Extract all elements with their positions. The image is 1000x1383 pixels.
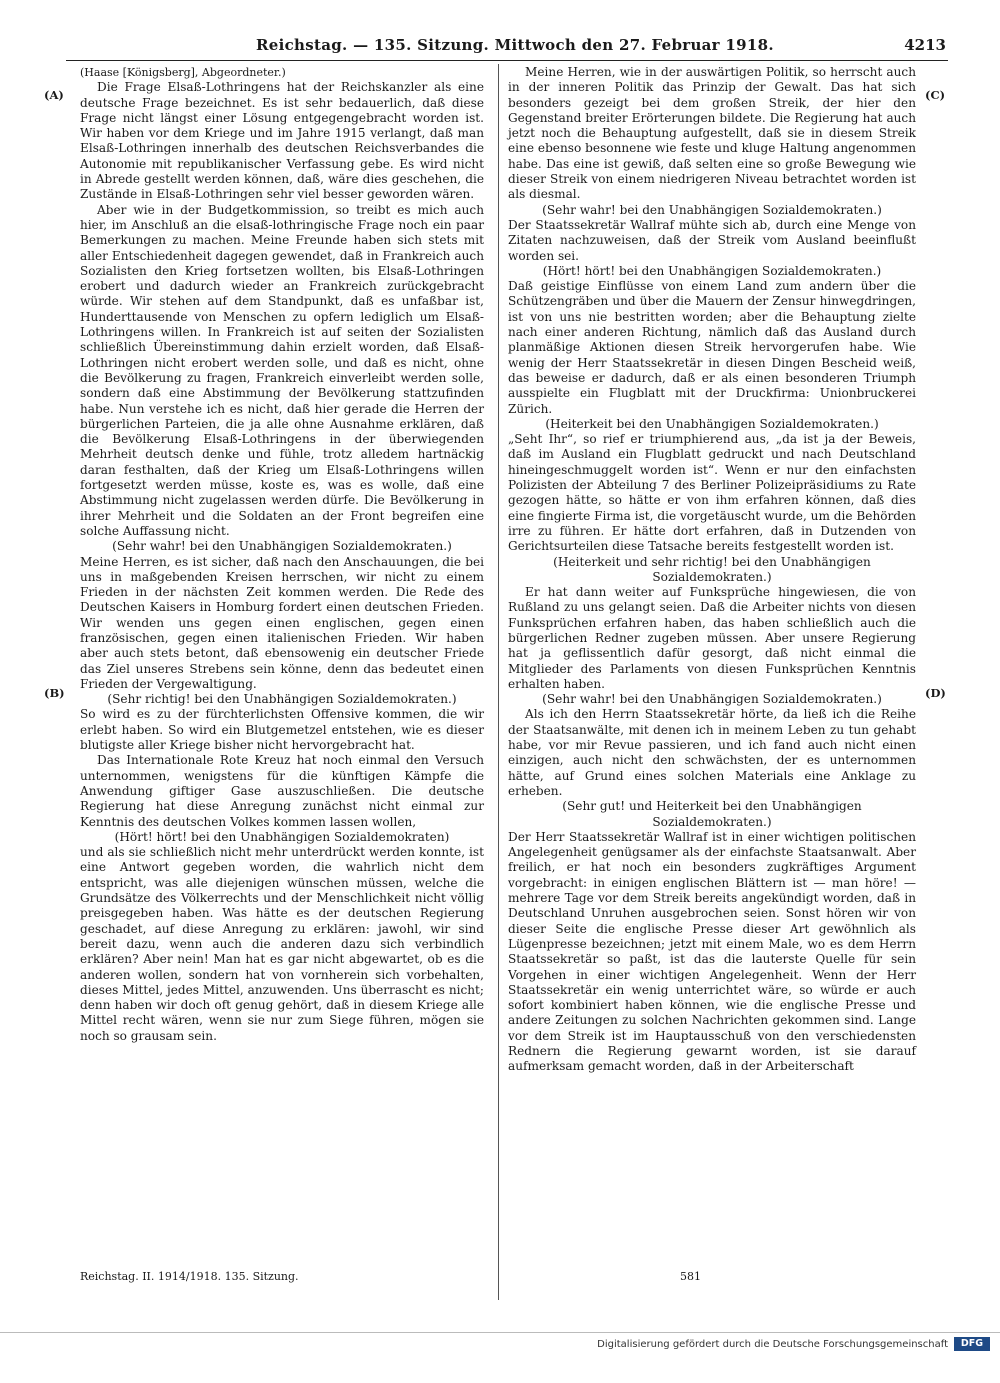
paragraph: Als ich den Herrn Staatssekretär hörte, da ließ ich die Reihe der Staatsanwälte, mit denen ich in meinem Leben zu tun gehabt habe, vor mir Revue passieren, und ich fand auch nicht einen einzigen, auch nicht den schwächsten, der es unternommen hätte, auf Grund eines solchen Materials eine Anklage zu erheben. (508, 707, 916, 798)
header-rule (66, 60, 948, 61)
audience-reaction: (Heiterkeit und sehr richtig! bei den Unabhängigen Sozialdemokraten.) (553, 554, 871, 584)
paragraph: Das Internationale Rote Kreuz hat noch einmal den Versuch unternommen, wenigstens für die künftigen Kämpfe die Anwendung giftiger Gase auszuschließen. Die deutsche Regierung hat diese Anregung zunächst nicht einmal zur Kenntnis des deutschen Volkes kommen lassen wollen, (80, 753, 484, 829)
audience-reaction: (Sehr wahr! bei den Unabhängigen Sozialdemokraten.) (542, 692, 882, 707)
bottom-rule (0, 1332, 1000, 1333)
audience-reaction: (Heiterkeit bei den Unabhängigen Sozialdemokraten.) (545, 416, 879, 431)
margin-marker-c: (C) (925, 88, 946, 102)
right-column (508, 65, 916, 1075)
speaker-attribution: (Haase [Königsberg], Abgeordneter.) (80, 66, 286, 79)
margin-marker-a: (A) (44, 88, 64, 102)
paragraph: Daß geistige Einflüsse von einem Land zum andern über die Schützengräben und über die Mauern der Zensur hinwegdringen, ist von uns nie bestritten worden; aber die Behauptung zielte nach einer anderen Richtung, nämlich daß das Ausland durch planmäßige Aktionen diesen Streik hervorgerufen habe. Wie wenig der Herr Staatssekretär in diesen Dingen Bescheid weiß, das beweise er dadurch, daß er als einen besonderen Triumph ausspielte ein Flugblatt mit der Druckfirma: Unionbruckerei Zürich. (508, 279, 916, 416)
audience-reaction: (Sehr wahr! bei den Unabhängigen Sozialdemokraten.) (542, 202, 882, 217)
page-number: 4213 (904, 36, 946, 54)
running-header (66, 34, 946, 58)
paragraph: Der Staatssekretär Wallraf mühte sich ab, durch eine Menge von Zitaten nachzuweisen, daß der Streik vom Ausland beeinflußt worden sei. (508, 217, 916, 263)
column-rule (498, 64, 499, 1300)
paragraph: Meine Herren, wie in der auswärtigen Politik, so herrscht auch in der inneren Politik das Prinzip der Gewalt. Das hat sich besonders gezeigt bei dem großen Streik, der hier den Gegenstand breiter Erörterungen bildete. Die Regierung hat auch jetzt noch die Behauptung aufgestellt, daß sie in diesem Streik eine ebenso besonnene wie feste und kluge Haltung angenommen habe. Das eine ist gewiß, daß selten eine so große Bewegung wie dieser Streik von einem niedrigeren Niveau betrachtet worden ist als diesmal. (508, 65, 916, 202)
paragraph: Der Herr Staatssekretär Wallraf ist in einer wichtigen politischen Angelegenheit genügsamer als der einfachste Staatsanwalt. Aber freilich, er hat noch ein besonders zugkräftiges Argument vorgebracht: in einigen englischen Blättern ist — man höre! — mehrere Tage vor dem Streik bereits angekündigt worden, daß in Deutschland Unruhen ausgebrochen seien. Sonst hören wir von dieser Seite die englische Presse dieser Art gewöhnlich als Lügenpresse bezeichnen; jetzt mit einem Male, wo es dem Herrn Staatssekretär so paßt, ist das die lauterste Quelle für sein Vorgehen in einer wichtigen Angelegenheit. Wenn der Herr Staatssekretär ein wenig unterrichtet wäre, so würde er auch sofort kombiniert haben können, wie die englische Presse und andere Zeitungen zu solchen Nachrichten gekommen sind. Lange vor dem Streik ist im Hauptausschuß von den verschiedensten Rednern die Regierung gewarnt worden, ist sie darauf aufmerksam gemacht worden, daß in der Arbeiterschaft (508, 829, 916, 1074)
paragraph: Meine Herren, es ist sicher, daß nach den Anschauungen, die bei uns in maßgebenden Kreisen herrschen, wir nicht zu einem Frieden in der nächsten Zeit kommen werden. Die Rede des Deutschen Kaisers in Homburg fordert einen deutschen Frieden. Wir wenden uns gegen einen englischen, gegen einen französischen, gegen einen italienischen Frieden. Wir haben aber auch stets betont, daß ebensowenig ein deutscher Friede das Ziel unseres Strebens sein könne, denn das bedeutet einen Frieden der Vergewaltigung. (80, 554, 484, 691)
audience-reaction: (Sehr gut! und Heiterkeit bei den Unabhängigen Sozialdemokraten.) (562, 799, 862, 829)
sheet-number: 581 (680, 1270, 701, 1283)
digitization-credit: Digitalisierung gefördert durch die Deutsche Forschungsgemeinschaft (597, 1339, 948, 1350)
header-title: Reichstag. — 135. Sitzung. Mittwoch den 27. Februar 1918. (256, 36, 774, 54)
left-column (80, 65, 484, 1044)
paragraph: Er hat dann weiter auf Funksprüche hingewiesen, die von Rußland zu uns gelangt seien. Daß die Arbeiter nichts von diesen Funksprüchen erfahren haben, das haben schließlich auch die bürgerlichen Redner zugeben müssen. Aber unsere Regierung hat ja geflissentlich dafür gesorgt, daß nicht einmal die Mitglieder des Parlaments von diesen Funksprüchen Kenntnis erhalten haben. (508, 585, 916, 691)
paragraph: Die Frage Elsaß-Lothringens hat der Reichskanzler als eine deutsche Frage bezeichnet. Es ist sehr bedauerlich, daß diese Frage nicht längst einer Lösung entgegengebracht worden ist. Wir haben vor dem Kriege und im Jahre 1915 verlangt, daß man Elsaß-Lothringen innerhalb des deutschen Reichsverbandes die Autonomie mit republikanischer Verfassung gebe. Es wird nicht in Abrede gestellt werden können, daß, wäre dies geschehen, die Zustände in Elsaß-Lothringen sehr viel besser geworden wären. (80, 80, 484, 202)
paragraph: und als sie schließlich nicht mehr unterdrückt werden konnte, ist eine Antwort gegeben worden, die wahrlich nicht dem entspricht, was alle diejenigen wünschen müssen, welche die Grundsätze des Völkerrechts und der Menschlichkeit nicht völlig preisgegeben haben. Was hätte es der deutschen Regierung geschadet, auf diese Anregung zu erklären: jawohl, wir sind bereit dazu, wenn auch die anderen dazu sich verbindlich erklären? Aber nein! Man hat es gar nicht abgewartet, ob es die anderen wollen, sondern hat von vornherein sich vorbehalten, dieses Mittel, jedes Mittel, anzuwenden. Uns überrascht es nicht; denn haben wir doch oft genug gehört, daß in diesem Kriege alle Mittel recht wären, wenn sie nur zum Siege führen, mögen sie noch so grausam sein. (80, 845, 484, 1043)
dfg-logo: DFG (954, 1337, 990, 1351)
paragraph: „Seht Ihr“, so rief er triumphierend aus, „da ist ja der Beweis, daß im Ausland ein Flugblatt gedruckt und nach Deutschland hineingeschmuggelt worden ist“. Wenn er nur den einfachsten Polizisten der Abteilung 7 des Berliner Polizeipräsidiums zu Rate gezogen hätte, so hätte er von ihm erfahren können, daß dies eine fingierte Firma ist, die vorgetäuscht wurde, um die Behörden irre zu führen. Er hätte dort erfahren, daß in Dutzenden von Gerichtsurteilen diese Tatsache bereits festgestellt worden ist. (508, 432, 916, 554)
margin-marker-b: (B) (44, 686, 65, 700)
margin-marker-d: (D) (925, 686, 946, 700)
paragraph: Aber wie in der Budgetkommission, so treibt es mich auch hier, im Anschluß an die elsaß-lothringische Frage noch ein paar Bemerkungen zu machen. Meine Freunde haben sich stets mit aller Entschiedenheit dagegen gewendet, daß in Frankreich auch Sozialisten den Krieg fortsetzen wollten, bis Elsaß-Lothringen erobert und dadurch wieder an Frankreich zurückgebracht würde. Wir stehen auf dem Standpunkt, daß es unfaßbar ist, Hunderttausende von Menschen zu opfern lediglich um Elsaß-Lothringens willen. In Frankreich ist auf seiten der Sozialisten schließlich Übereinstimmung dahin erzielt worden, daß Elsaß-Lothringen nicht erobert werden solle, und daß es nicht, ohne die Bevölkerung zu fragen, Frankreich einverleibt werden solle, sondern daß eine Abstimmung der Bevölkerung stattzufinden habe. Nun verstehe ich es nicht, daß hier gerade die Herren der bürgerlichen Parteien, die ja alle ohne Ausnahme erklären, daß die Bevölkerung Elsaß-Lothringens in der überwiegenden Mehrheit deutsch denke und fühle, trotz alledem hartnäckig daran festhalten, daß der Krieg um Elsaß-Lothringens willen fortgesetzt werden müsse, koste es, was es wolle, daß eine Abstimmung nicht zugelassen werden dürfe. Die Bevölkerung in ihrer Mehrheit und die Soldaten an der Front begreifen eine solche Auffassung nicht. (80, 202, 484, 538)
audience-reaction: (Sehr richtig! bei den Unabhängigen Sozialdemokraten.) (107, 692, 457, 707)
audience-reaction: (Hört! hört! bei den Unabhängigen Sozialdemokraten) (114, 829, 450, 844)
audience-reaction: (Hört! hört! bei den Unabhängigen Sozialdemokraten.) (542, 263, 882, 278)
footer-signature: Reichstag. II. 1914/1918. 135. Sitzung. (80, 1270, 299, 1283)
audience-reaction: (Sehr wahr! bei den Unabhängigen Sozialdemokraten.) (112, 539, 452, 554)
paragraph: So wird es zu der fürchterlichsten Offensive kommen, die wir erlebt haben. So wird ein Blutgemetzel entstehen, wie es dieser blutigste aller Kriege bisher nicht hervorgebracht hat. (80, 707, 484, 753)
